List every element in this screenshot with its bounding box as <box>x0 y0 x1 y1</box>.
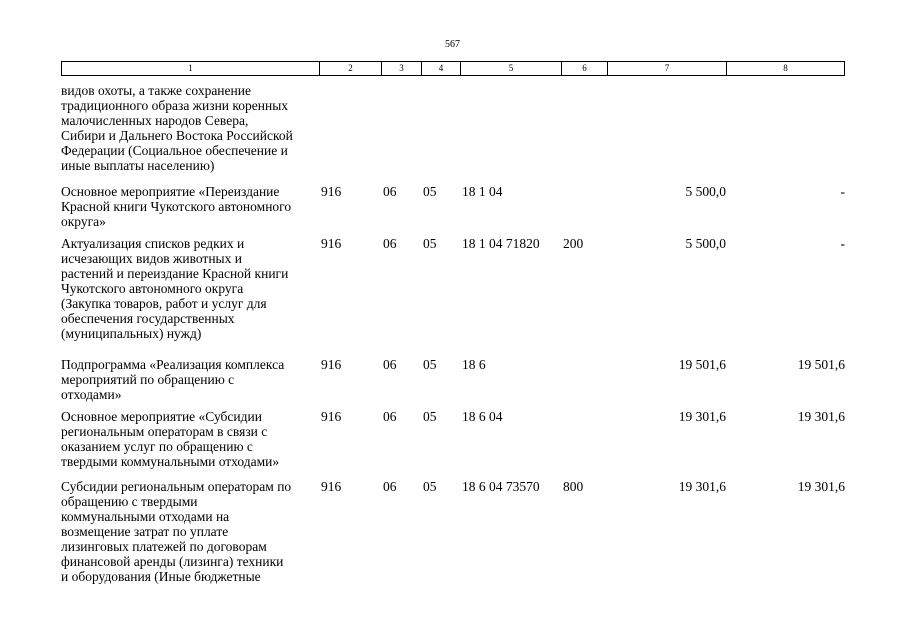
description-line: оказанием услуг по обращению с <box>61 439 253 454</box>
description-line: (Закупка товаров, работ и услуг для <box>61 296 267 311</box>
section-code: 06 <box>383 236 397 251</box>
section-code: 06 <box>383 184 397 199</box>
description-line: традиционного образа жизни коренных <box>61 98 289 113</box>
description-line: обеспечения государственных <box>61 311 235 326</box>
description-line: Основное мероприятие «Субсидии <box>61 409 262 424</box>
section-code: 06 <box>383 409 397 424</box>
page-number: 567 <box>445 39 460 50</box>
header-col-4: 4 <box>422 62 461 76</box>
expense-type-code: 800 <box>563 479 584 494</box>
description-line: лизинговых платежей по договорам <box>61 539 267 554</box>
description-line: Основное мероприятие «Переиздание <box>61 184 280 199</box>
row-description <box>61 236 323 341</box>
header-col-2: 2 <box>320 62 382 76</box>
target-article-code: 18 1 04 <box>462 184 503 199</box>
amount-col-7: 19 301,6 <box>678 479 726 494</box>
ministry-code: 916 <box>321 409 342 424</box>
ministry-code: 916 <box>321 357 342 372</box>
amount-col-8: 19 301,6 <box>797 409 845 424</box>
row-description <box>61 409 323 469</box>
row-description <box>61 184 323 229</box>
description-line: Федерации (Социальное обеспечение и <box>61 143 288 158</box>
description-line: Сибири и Дальнего Востока Российской <box>61 128 293 143</box>
target-article-code: 18 6 04 <box>462 409 503 424</box>
description-line: Субсидии региональным операторам по <box>61 479 292 494</box>
row-description <box>61 479 323 584</box>
description-line: малочисленных народов Севера, <box>61 113 249 128</box>
subsection-code: 05 <box>423 479 437 494</box>
description-line: растений и переиздание Красной книги <box>61 266 289 281</box>
subsection-code: 05 <box>423 409 437 424</box>
description-line: иные выплаты населению) <box>61 158 215 173</box>
amount-col-8: 19 301,6 <box>797 479 845 494</box>
target-article-code: 18 6 04 73570 <box>462 479 540 494</box>
description-line: твердыми коммунальными отходами» <box>61 454 280 469</box>
ministry-code: 916 <box>321 236 342 251</box>
description-line: мероприятий по обращению с <box>61 372 235 387</box>
description-line: Красной книги Чукотского автономного <box>61 199 292 214</box>
amount-col-7: 5 500,0 <box>685 184 726 199</box>
header-col-5: 5 <box>461 62 562 76</box>
row-description <box>61 83 323 173</box>
row-description <box>61 357 323 402</box>
amount-col-7: 5 500,0 <box>685 236 726 251</box>
amount-col-8: - <box>840 236 845 251</box>
ministry-code: 916 <box>321 184 342 199</box>
description-line: Подпрограмма «Реализация комплекса <box>61 357 285 372</box>
description-line: коммунальными отходами на <box>61 509 230 524</box>
description-line: Чукотского автономного округа <box>61 281 244 296</box>
description-line: отходами» <box>61 387 122 402</box>
description-line: возмещение затрат по уплате <box>61 524 229 539</box>
header-col-6: 6 <box>562 62 608 76</box>
subsection-code: 05 <box>423 184 437 199</box>
ministry-code: 916 <box>321 479 342 494</box>
description-line: округа» <box>61 214 106 229</box>
target-article-code: 18 6 <box>462 357 486 372</box>
section-code: 06 <box>383 357 397 372</box>
header-col-3: 3 <box>382 62 422 76</box>
description-line: (муниципальных) нужд) <box>61 326 202 341</box>
amount-col-8: - <box>840 184 845 199</box>
description-line: видов охоты, а также сохранение <box>61 83 251 98</box>
subsection-code: 05 <box>423 357 437 372</box>
amount-col-7: 19 501,6 <box>678 357 726 372</box>
description-line: и оборудования (Иные бюджетные <box>61 569 261 584</box>
header-col-7: 7 <box>608 62 727 76</box>
target-article-code: 18 1 04 71820 <box>462 236 540 251</box>
description-line: региональным операторам в связи с <box>61 424 268 439</box>
expense-type-code: 200 <box>563 236 584 251</box>
section-code: 06 <box>383 479 397 494</box>
header-col-8: 8 <box>727 62 845 76</box>
description-line: обращению с твердыми <box>61 494 198 509</box>
description-line: финансовой аренды (лизинга) техники <box>61 554 284 569</box>
subsection-code: 05 <box>423 236 437 251</box>
column-header-row <box>61 61 845 76</box>
description-line: Актуализация списков редких и <box>61 236 245 251</box>
amount-col-8: 19 501,6 <box>797 357 845 372</box>
description-line: исчезающих видов животных и <box>61 251 242 266</box>
header-col-1: 1 <box>62 62 320 76</box>
amount-col-7: 19 301,6 <box>678 409 726 424</box>
